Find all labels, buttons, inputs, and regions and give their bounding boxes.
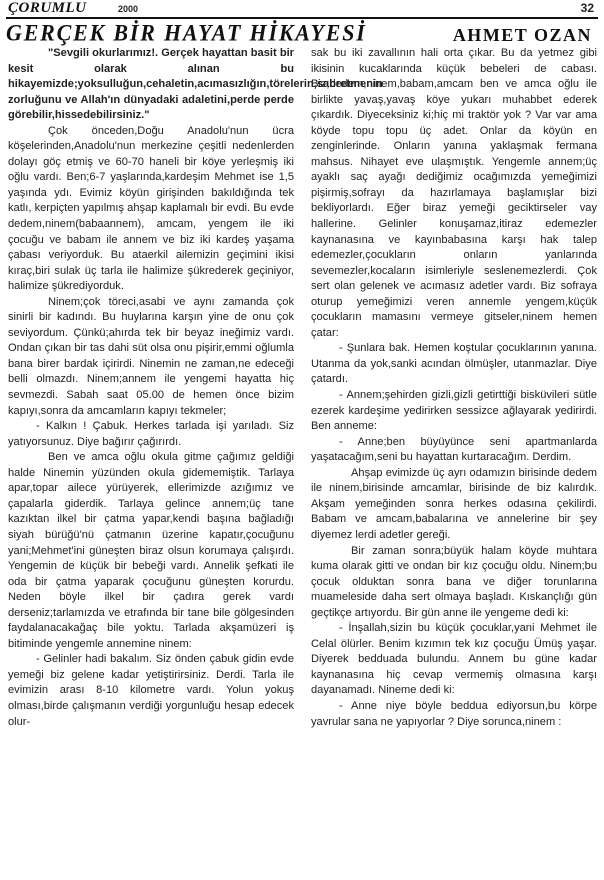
paragraph: sak bu iki zavallının hali orta çıkar. Bu da yetmez gibi ikisinin kucaklarında küçük bebeleri de cabası. Biz;dedem,ninem,babam,amcam ben ve amca oğlu ile birlikte yavaş,yavaş köye yukarı muhabbet ederek çıkardık. Diyeceksiniz ki;hiç mi traktör yok ? Var var ama köyde topu topu üç adet. Onlar da köyün en zenginlerinde. Onların yanına yaklaşmak fermana mahsus. Nihayet eve ulaşmıştık. Yengemle annem;üç ayaklı saç ayağı dediğimiz ocağımızda yemeğimizi pişirmiş,sofrayı da hazırlamaya başlamışlar bizi bekliyorlardı. Eğer biraz yemeği geciktirseler vay hallerine. Gelinler konuşamaz,itiraz edemezler kaynanasına ve kayınbabasına karşı hak talep edemezler,çocukların onların yanlarında sevemezler,kocaların isimleriyle seslenemezlerdi. Çok sert olan gelenek ve acımasız adetler vardı. Biz sofraya oturup yemeğimizi veren annemle yengem,küçük çocukların mamasını vermeye gitseler,ninem hemen çatar: — [311, 47, 597, 339]
paragraph: Ben ve amca oğlu okula gitme çağımız geldiği halde Ninemin yüzünden okula gidememiştik. Tarlaya apar,topar ailece yürüyerek, ellerimizde azığımız ve çapalarla giderdik. Tarlaya gelince annem;üç tane kazıktan ilkel bir çatma yapar,kendi başına bağladığı siyah bürüğü'nü çatmanın üzerine kapatır,çocuğunu yani;Mehmet'ini güneşten biraz olsun korumaya çalışırdı. Yengemin de küçük bir bebeği vardı. Annelik şefkati ile oda bir çatma yaparak çocuğunu güneşten korurdu. Neden böyle ilkel bir çadıra gerek vardı derseniz;tarlamızda ve etrafında bir tane bile gölgesinden faydalanacakağaç bile yoktu. Tarlada akşamüzeri iş bitiminde yengemle annemine ninem: — [8, 451, 294, 650]
dialogue-paragraph: - İnşallah,sizin bu küçük çocuklar,yani Mehmet ile Celal ölürler. Benim kızımın tek kız çocuğu Ümüş yaşar. Diyerek bedduada bulundu. Annem bu güne kadar kaynanasına hiç cevap vermemiş olmasına karşı dayanamadı. Nineme dedi ki: — [311, 622, 597, 697]
dialogue-paragraph: - Gelinler hadi bakalım. Siz önden çabuk gidin evde yemeği biz gelene kadar yetiştirirsiniz. Derdi. Tarla ile evimizin arası 8-10 kilometre vardı. Yolun yokuş olması,birde çalışmanın verdiği yorgunluğu hesap edecek olur- — [8, 653, 294, 728]
issue-year: 2000 — [118, 4, 139, 14]
dialogue-paragraph: - Anne;ben büyüyünce seni apartmanlarda yaşatacağım,seni bu hayattan kurtaracağım. Derdim. — [311, 435, 597, 464]
magazine-logo: ÇORUMLU — [8, 0, 87, 16]
page-number: 32 — [580, 1, 594, 15]
dialogue-paragraph: - Anne niye böyle beddua ediyorsun,bu körpe yavrular sana ne yapıyorlar ? Diye sorunca,ninem : — [311, 699, 597, 728]
paragraph: Ahşap evimizde üç ayrı odamızın birisinde dedem ile ninem,birisinde amcamlar, birisinde de biz kalırdık. Akşam yemeğinden sonra herkes odasına çekilirdi. Babam ve amcam,babalarına ve annelerine bir şey diyemez lerdi adetler gereği. — [311, 466, 597, 541]
masthead — [6, 0, 598, 16]
paragraph: Ninem;çok töreci,asabi ve aynı zamanda çok sinirli bir kadındı. Bu huylarına karşın yine de onu çok seviyordum. Çünkü;ahırda tek bir beyaz ineğimiz vardı. Ondan çıkan bir tas dahi süt olsa onu pişirir,emmi oğlumla bana birer bardak içirirdi. Ninemin ne zaman,ne edeceği belli olmazdı. Ninem;annem ile yengemi hayatta hiç sevmezdi. Sabah saat 05.00 de hemen önce bizim kapıyı,sonra da amcamların kapıyı tekmeler; — [8, 295, 294, 417]
article-title: GERÇEK BİR HAYAT HİKAYESİ — [6, 19, 367, 46]
article-author: AHMET OZAN — [452, 25, 592, 45]
right-column — [311, 46, 597, 730]
left-column — [8, 46, 383, 730]
dialogue-paragraph: - Annem;şehirden gizli,gizli getirttiği bisküvileri sütle ezerek kardeşime yedirirken sessizce ağlayarak yedirirdi. Ben anneme: — [311, 389, 597, 433]
dialogue-paragraph: - Kalkın ! Çabuk. Herkes tarlada işi yarıladı. Siz yatıyorsunuz. Diye bağırır çağırırdı. — [8, 420, 294, 448]
intro-paragraph: "Sevgili okurlarımız!. Gerçek hayattan basit bir kesit olarak alınan bu hikayemizde;yoksulluğun,cehaletin,acımasızlığın,törelerin,sabretmenin zorluğunu ve Allah'ın dünyadaki adaletini,perde perde görebilir,hissedebilirsiniz." — [8, 47, 383, 122]
paragraph: Bir zaman sonra;büyük halam köyde muhtara kuma olarak gitti ve ondan bir kız çocuğu oldu. Ninem;bu çocuk olduktan sonra bana ve diğer torunlarına muameleside daha sert olmaya başladı. Kıskançlığı gün geçtikçe artıyordu. Bir gün anne ile yengeme dedi ki: — [311, 544, 597, 619]
dialogue-paragraph: - Şunlara bak. Hemen koştular çocuklarının yanına. Utanma da yok,sanki acından ölmüşler, utanmazlar. Diye çatardı. — [311, 342, 597, 386]
paragraph: Çok önceden,Doğu Anadolu'nun ücra köşelerinden,Anadolu'nun merkezine çeşitli nedenlerden dolayı göç etmiş ve 60-70 haneli bir köye yerleşmiş iki oğlu vardı. Ben;6-7 yaşlarında,kardeşim Mehmet ise 1,5 yaşında ydı. Evimiz köyün girişinden bakıldığında tek katlı, kerpiçten yapılmış ahşap kaplamalı bir evdi. Bu evde dedem,ninem(babaannem), amcam, yengem ile iki çocuğu ve babam ile annem ve biz iki kardeş yaşama çabası veriyorduk. Bu ataerkil ailemizin geçimini ikisi kıraç,biri sulak üç tarla ile halimize şükrederek geçiniyor, halimize şükrediyorduk. — [8, 124, 294, 293]
